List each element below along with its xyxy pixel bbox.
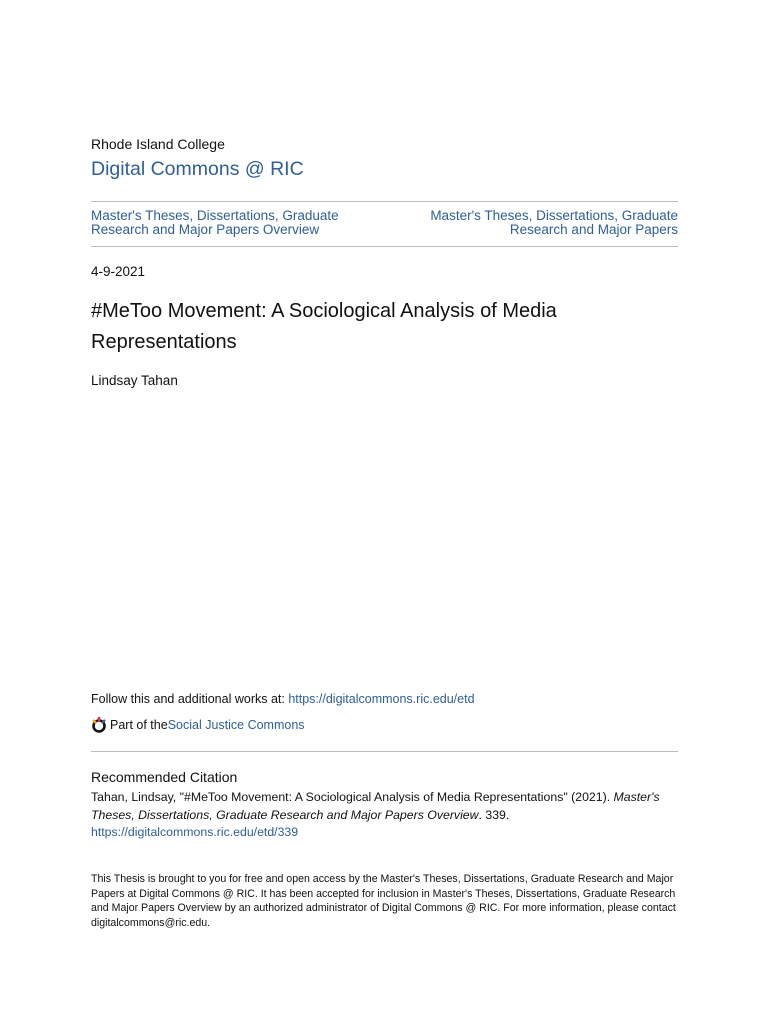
publication-date: 4-9-2021 [91, 264, 146, 279]
divider-top [91, 201, 678, 202]
access-notice [91, 872, 678, 930]
follow-url-link[interactable]: https://digitalcommons.ric.edu/etd [288, 692, 475, 706]
repository-link[interactable]: Digital Commons @ RIC [91, 158, 304, 180]
notice-text: This Thesis is brought to you for free and open access by the Master's Theses, Dissertations, Graduate Research and Major Papers at Digital Commons @ RIC. It has been accepted for inclusion in Master's Theses, Dissertations, Graduate Research and Major Papers Overview by an authorized administrator of Digital Commons @ RIC. For more information, please contact [91, 873, 676, 915]
partof-prefix: Part of the [110, 718, 168, 732]
discipline-link[interactable]: Social Justice Commons [167, 718, 305, 732]
institution-name: Rhode Island College [91, 136, 225, 152]
citation-heading: Recommended Citation [91, 769, 238, 785]
citation-text [91, 789, 678, 842]
divider-citation [91, 751, 678, 752]
citation-series: Master's Theses, Dissertations, Graduate Research and Major Papers Overview [91, 790, 660, 822]
follow-line [91, 692, 475, 706]
citation-number: . 339. [478, 807, 510, 822]
author-name: Lindsay Tahan [91, 373, 178, 388]
citation-url-link[interactable]: https://digitalcommons.ric.edu/etd/339 [91, 825, 299, 839]
collection-link-papers[interactable]: Master's Theses, Dissertations, Graduate Research and Major Papers [430, 208, 678, 237]
follow-prefix: Follow this and additional works at: [91, 692, 289, 706]
divider-collections [91, 246, 678, 247]
document-title: #MeToo Movement: A Sociological Analysis of Media Representations [91, 300, 557, 353]
citation-plain: Tahan, Lindsay, "#MeToo Movement: A Sociological Analysis of Media Representations" (2021). [91, 790, 614, 804]
contact-email-link[interactable]: digitalcommons@ric.edu [91, 916, 208, 929]
notice-end: . [207, 916, 211, 929]
partof-line [91, 716, 305, 734]
commons-network-icon [91, 716, 107, 734]
collection-link-overview[interactable]: Master's Theses, Dissertations, Graduate Research and Major Papers Overview [91, 208, 339, 237]
